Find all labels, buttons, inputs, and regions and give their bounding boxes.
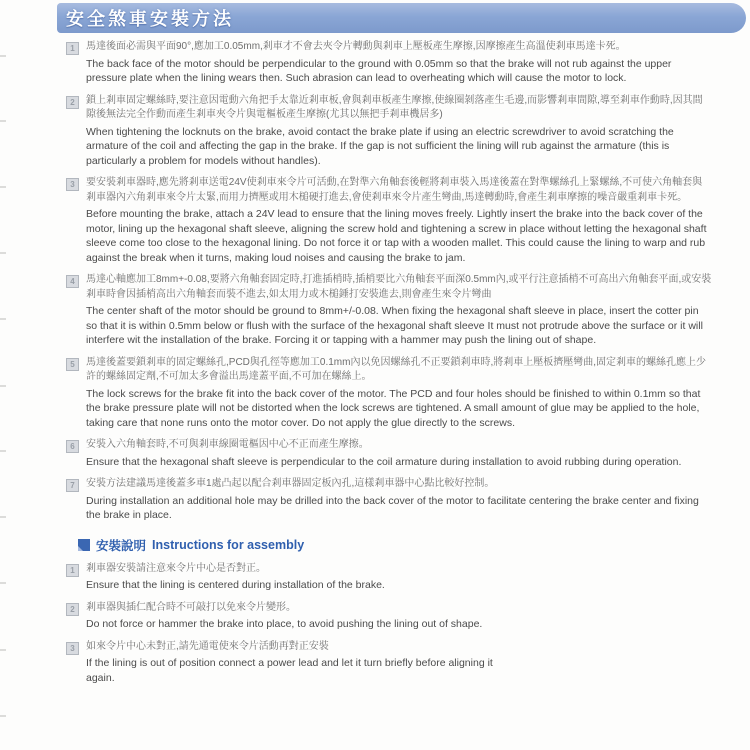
margin-tick	[0, 516, 6, 518]
margin-tick	[0, 385, 6, 387]
assembly-chinese: 剎車器與插仁配合時不可敲打以免來令片變形。	[86, 601, 296, 613]
assembly-section-header	[78, 536, 712, 554]
document-body	[66, 40, 712, 693]
margin-tick	[0, 715, 6, 717]
margin-tick	[0, 582, 6, 584]
assembly-item-3	[66, 640, 712, 686]
instruction-item-6	[66, 438, 712, 469]
instruction-item-1	[66, 40, 712, 86]
item-number-badge: 3	[66, 178, 79, 191]
instruction-english: The back face of the motor should be perpendicular to the ground with 0.05mm so that the brake will not rub against the upper pressure plate when the lining wears then. Such abrasion can lead to overheating which will cause the motor to lock.	[86, 57, 672, 84]
margin-tick	[0, 55, 6, 57]
instruction-english: When tightening the locknuts on the brake, avoid contact the brake plate if using an electric screwdriver to avoid scratching the armature of the coil and affecting the gap in the brake. If the gap is not sufficient the lining will rub against the armature (this is particularly a problem for models without handles).	[86, 125, 674, 167]
item-number-badge: 5	[66, 358, 79, 371]
item-number-badge: 1	[66, 564, 79, 577]
item-number-badge: 4	[66, 275, 79, 288]
item-number-badge: 2	[66, 96, 79, 109]
margin-tick	[0, 318, 6, 320]
assembly-english: If the lining is out of position connect a power lead and let it turn briefly before aligning it again.	[86, 657, 493, 684]
assembly-item-1	[66, 562, 712, 593]
item-number-badge: 3	[66, 642, 79, 655]
instruction-chinese: 要安裝剎車器時,應先將剎車送電24V使剎車來令片可活動,在對準六角軸套後輕將剎車裝入馬達後蓋在對準螺絲孔上緊螺絲,不可使六角軸套與剎車器內六角剎車來令片太緊,而用力擠壓或用木槌硬打進去,會使剎車來令片產生彎曲,馬達轉動時,會產生剎車摩擦的噪音嚴重剎車卡死。	[86, 177, 703, 203]
assembly-item-2	[66, 601, 712, 632]
instruction-chinese: 鎖上剎車固定螺絲時,要注意因電動六角把手太靠近剎車板,會與剎車板產生摩擦,使線圈剝落產生毛邊,而影響剎車間隙,導至剎車作動時,因其間隙後無法完全作動而產生剎車夾令片與電樞板產生摩擦(尤其以無把手剎車機居多)	[86, 94, 703, 120]
assembly-chinese: 剎車器安裝請注意來令片中心是否對正。	[86, 562, 266, 574]
item-number-badge: 6	[66, 440, 79, 453]
instruction-item-7	[66, 477, 712, 523]
item-number-badge: 2	[66, 603, 79, 616]
page-title: 安全煞車安裝方法	[66, 9, 234, 29]
margin-tick	[0, 186, 6, 188]
margin-tick	[0, 649, 6, 651]
instruction-item-5	[66, 356, 712, 431]
instruction-english: The lock screws for the brake fit into the back cover of the motor. The PCD and four holes should be finished to within 0.1mm so that the brake pressure plate will not be distorted when the lock screws are tightened. A small amount of glue may be applied to the hole, taking care that none runs onto the motor cover. Do not apply the glue directly to the screws.	[86, 387, 701, 429]
assembly-chinese: 如來令片中心未對正,請先通電使來令片活動再對正安裝	[86, 640, 329, 652]
instruction-chinese: 馬達心軸應加工8mm+-0.08,要將六角軸套固定時,打進插梢時,插梢要比六角軸套平面深0.5mm內,或平行注意插梢不可高出六角軸套平面,或安裝剎車時會因插梢高出六角軸套而裝不進去,如太用力或木槌錘打安裝進去,則會產生來令片彎曲	[86, 274, 712, 300]
instruction-item-4	[66, 273, 712, 348]
instruction-chinese: 馬達後面必需與平面90°,應加工0.05mm,剎車才不會去夾令片轉動與剎車上壓板產生摩擦,因摩擦產生高溫使剎車馬達卡死。	[86, 41, 626, 52]
margin-tick	[0, 120, 6, 122]
assembly-title-english: Instructions for assembly	[152, 537, 305, 552]
assembly-english: Do not force or hammer the brake into place, to avoid pushing the lining out of shape.	[86, 618, 483, 630]
instruction-chinese: 安裝入六角軸套時,不可與剎車線圈電樞因中心不正而產生摩擦。	[86, 439, 369, 450]
instruction-item-2	[66, 94, 712, 169]
margin-tick	[0, 450, 6, 452]
assembly-english: Ensure that the lining is centered during installation of the brake.	[86, 579, 385, 591]
instruction-english: The center shaft of the motor should be ground to 8mm+/-0.08. When fixing the hexagonal shaft sleeve in place, insert the cotter pin so that it is within 0.5mm below or flush with the surface of the hexagonal shaft sleeve It must not protrude above the surface or it will interfere wit the installation of the brake. Forcing it or tapping with a hammer may push the lining out of shape.	[86, 305, 703, 346]
instruction-english: Before mounting the brake, attach a 24V lead to ensure that the lining moves freely. Lightly insert the brake into the back cover of the motor, lining up the hexagonal shaft sleeve, aligning the screw hold and tightening a screw in place without letting the hexagonal shaft sleeve come too close to the hexagonal lining. Do not force it or tap with a wooden mallet. This could cause the lining to warp and rub against the break when it turns, making loud noises and causing the brake to jam.	[86, 208, 707, 264]
instruction-chinese: 安裝方法建議馬達後蓋多車1處凸起以配合剎車器固定板內孔,這樣剎車器中心點比較好控制。	[86, 478, 495, 489]
instruction-english: Ensure that the hexagonal shaft sleeve is perpendicular to the coil armature during installation to avoid rubbing during operation.	[86, 455, 682, 468]
item-number-badge: 1	[66, 42, 79, 55]
item-number-badge: 7	[66, 479, 79, 492]
margin-tick	[0, 252, 6, 254]
assembly-title-chinese: 安裝說明	[96, 538, 147, 553]
document-icon	[78, 539, 90, 551]
instruction-english: During installation an additional hole may be drilled into the back cover of the motor to facilitate centering the brake center and fixing the brake in place.	[86, 494, 699, 521]
instruction-item-3	[66, 176, 712, 265]
title-banner	[57, 3, 746, 33]
instruction-chinese: 馬達後蓋要鎖剎車的固定螺絲孔,PCD與孔徑等應加工0.1mm內以免因螺絲孔不正要鎖剎車時,將剎車上壓板擠壓彎曲,固定剎車的螺絲孔應上少許的螺絲固定劑,不可加太多會溢出馬達蓋平面,不可加在螺絲上。	[86, 356, 707, 382]
